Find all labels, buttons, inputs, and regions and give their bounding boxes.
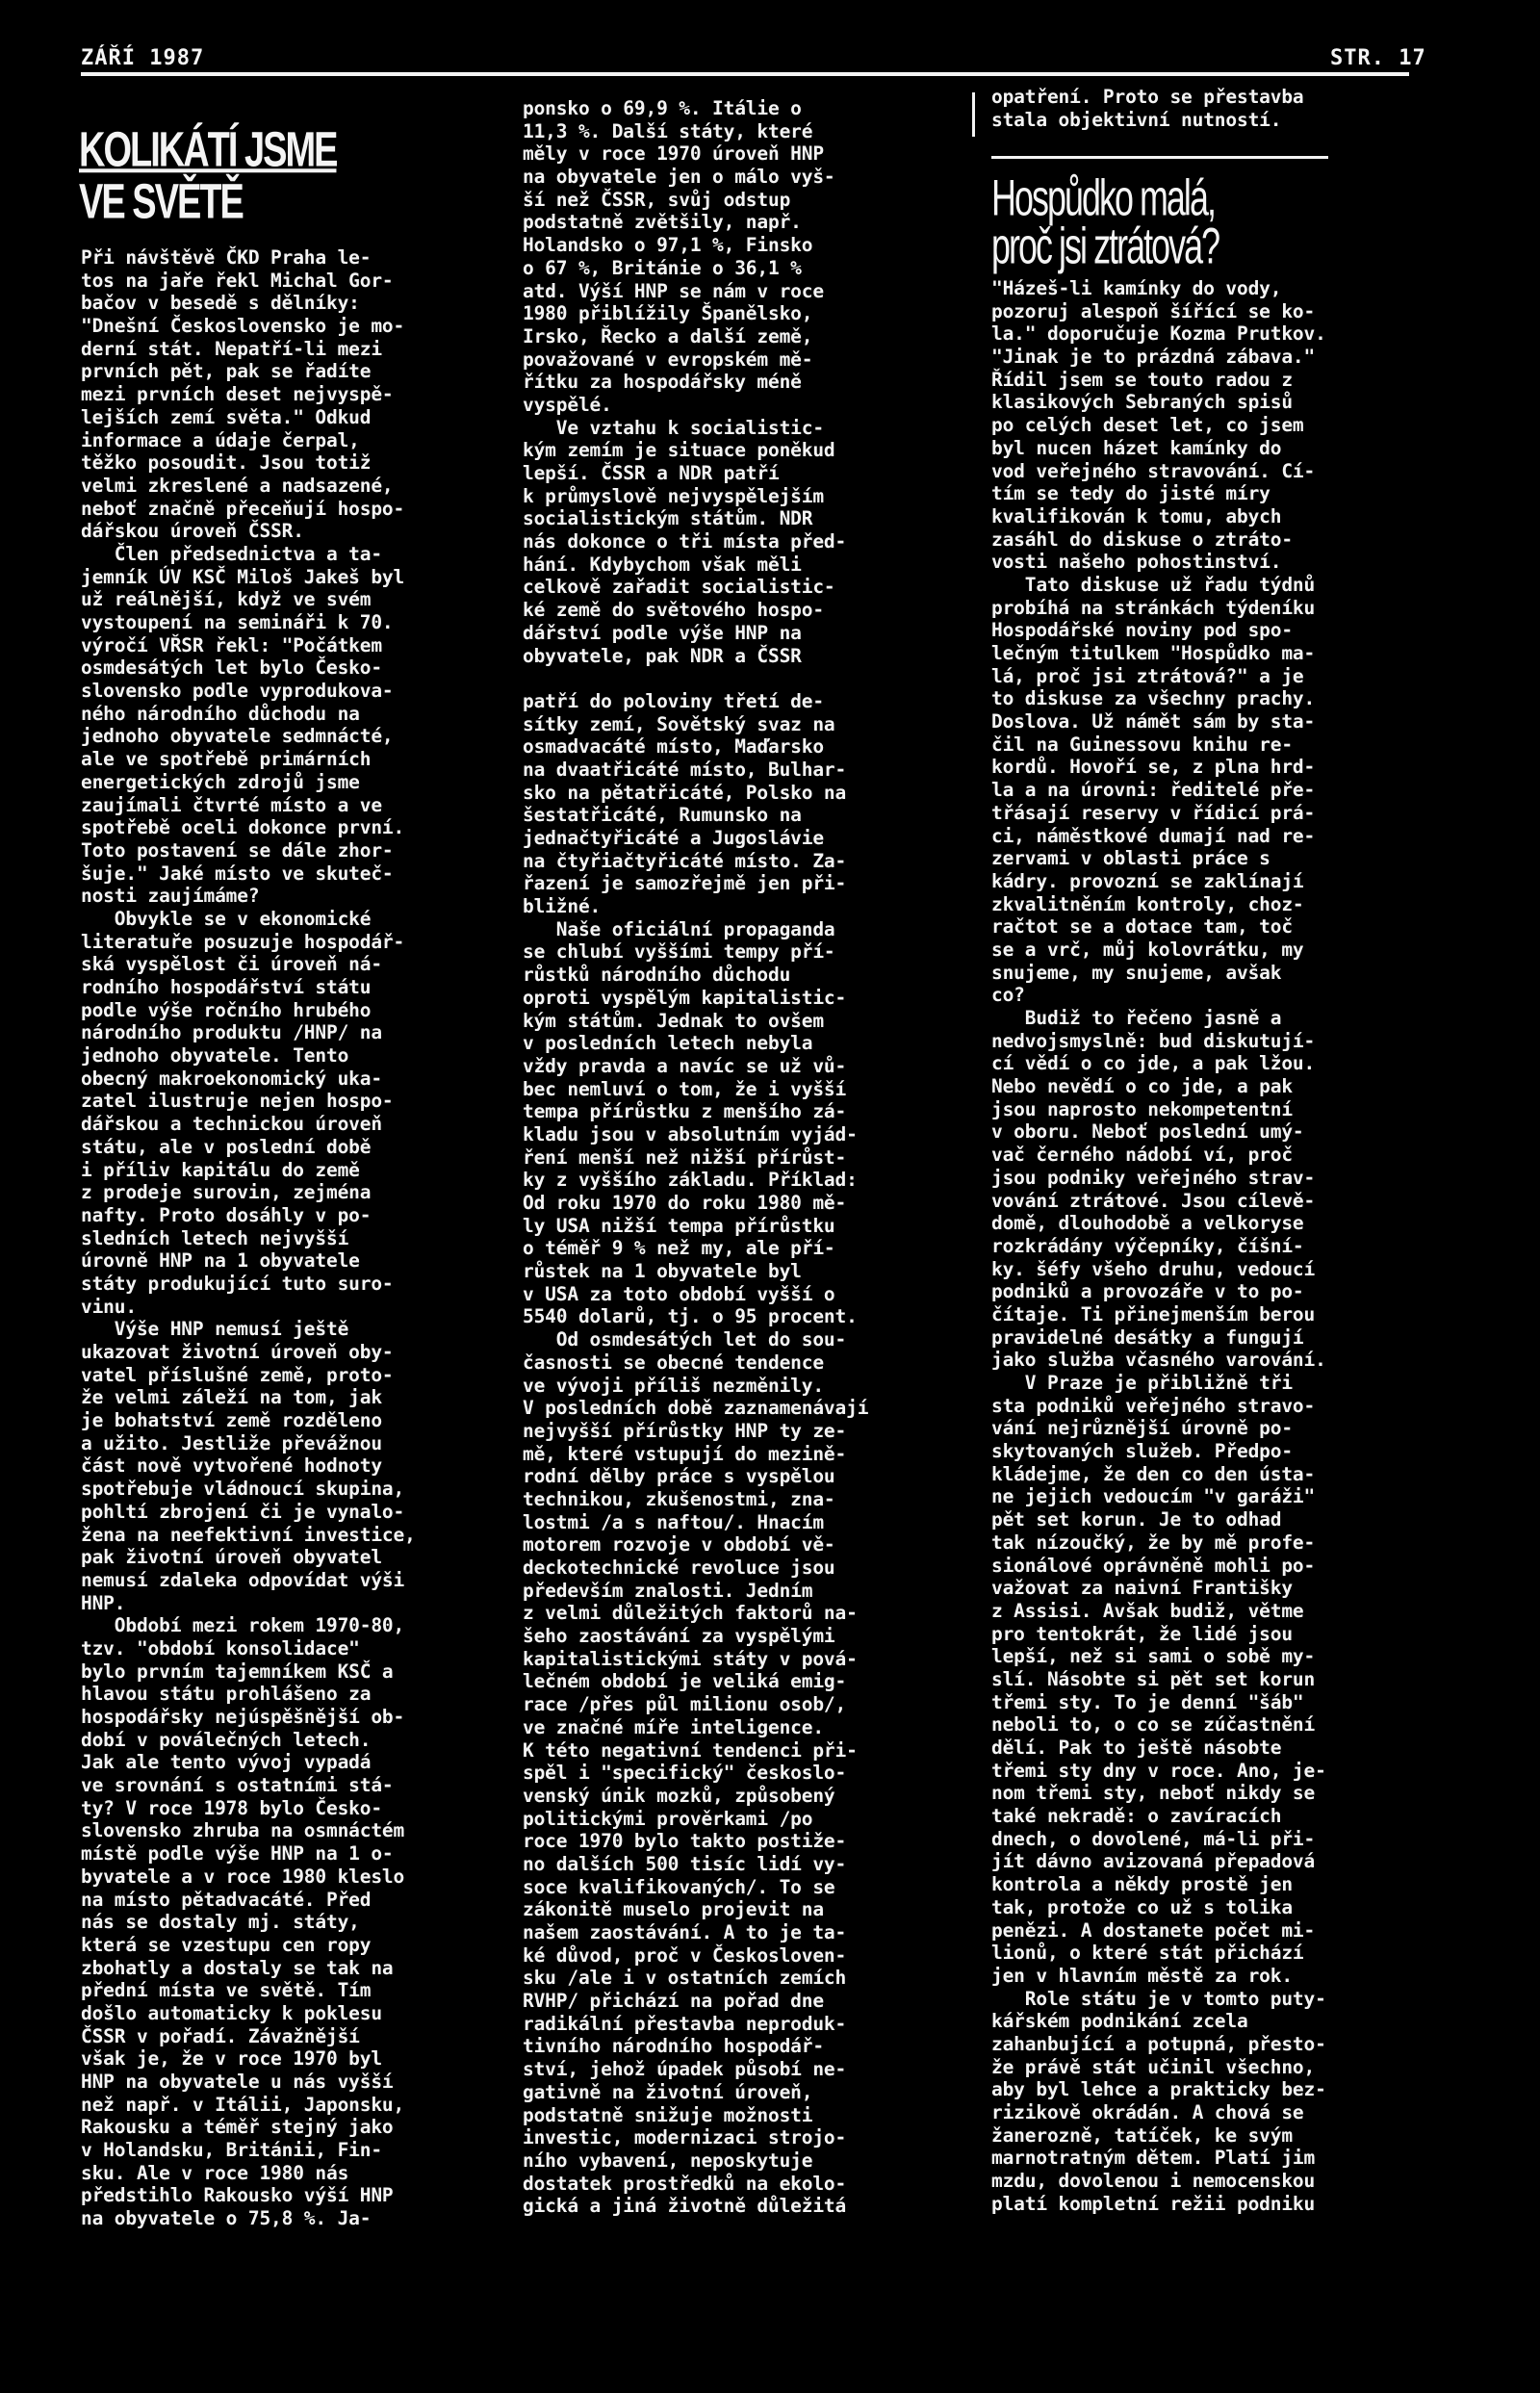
text-line: Tato diskuse už řadu týdnů <box>991 573 1316 596</box>
text-line: probíhá na stránkách týdeníku <box>991 596 1316 619</box>
text-line: račtot se a dotace tam, toč <box>991 915 1293 939</box>
text-line: jsou naprosto nekompetentní <box>991 1097 1293 1120</box>
text-line: HNP. <box>81 1591 126 1614</box>
text-line: dělí. Pak to ještě násobte <box>991 1737 1282 1759</box>
text-line: ly USA nižší tempa přírůstku <box>523 1214 835 1237</box>
text-line: také nekradě: o zavíracích <box>991 1805 1282 1828</box>
text-line: v USA za toto období vyšší o <box>523 1282 835 1305</box>
text-line: růstek na 1 obyvatele byl <box>523 1260 802 1283</box>
text-line: jednoho obyvatele. Tento <box>81 1044 349 1068</box>
text-line: se a vrč, můj kolovrátku, my <box>991 938 1304 961</box>
text-line: tivního národního hospodář- <box>523 2035 824 2058</box>
text-line: úrovně HNP na 1 obyvatele <box>81 1249 360 1273</box>
text-line: šuje." Jaké místo ve skuteč- <box>81 862 394 885</box>
text-line: to diskuse za všechny prachy. <box>991 687 1316 710</box>
text-line: nedvojsmyslně: bud diskutují- <box>991 1029 1316 1052</box>
text-line: zervami v oblasti práce s <box>991 847 1270 870</box>
section-rule <box>991 156 1328 159</box>
text-line: la a na úrovni: ředitelé pře- <box>991 779 1316 802</box>
text-line: neboť značně přeceňují hospo- <box>81 497 405 520</box>
text-line: Od roku 1970 do roku 1980 mě- <box>523 1192 847 1214</box>
text-line: tak, protože co už s tolika <box>991 1895 1293 1918</box>
text-line: lečném období je veliká emig- <box>523 1670 847 1693</box>
text-line: jen v hlavním městě za rok. <box>991 1964 1293 1987</box>
text-line: "Jinak je to prázdná zábava." <box>991 346 1316 369</box>
text-line: prvních pět, pak se řadíte <box>81 360 372 383</box>
text-line: která se vzestupu cen ropy <box>81 1933 372 1956</box>
text-line: pohltí zbrojení či je vynalo- <box>81 1500 405 1523</box>
text-line: domě, dlouhodobě a velkoryse <box>991 1212 1304 1235</box>
text-line: nás se dostaly mj. státy, <box>81 1911 360 1934</box>
text-line: lostmi /a s naftou/. Hnacím <box>523 1510 824 1533</box>
text-line: bačov v besedě s dělníky: <box>81 292 360 315</box>
text-line: K této negativní tendenci při- <box>523 1738 858 1762</box>
text-line: na obyvatele jen o málo vyš- <box>523 166 835 189</box>
text-line: v Holandsku, Británii, Fin- <box>81 2139 382 2162</box>
text-line: skytovaných služeb. Předpo- <box>991 1440 1293 1463</box>
text-line: jemník ÚV KSČ Miloš Jakeš byl <box>81 565 405 588</box>
text-line: lepší. ČSSR a NDR patří <box>523 462 780 484</box>
text-line: deckotechnické revoluce jsou <box>523 1557 835 1579</box>
text-line: nejvyšší přírůstky HNP ty ze- <box>523 1419 847 1442</box>
text-line: sko na pětatřicáté, Polsko na <box>523 781 847 804</box>
text-line: kádry. provozní se zaklínají <box>991 869 1304 892</box>
text-line: osmadvacáté místo, Maďarsko <box>523 735 824 759</box>
text-line: podle výše ročního hrubého <box>81 998 372 1021</box>
text-line: kvalifikován k tomu, abych <box>991 504 1282 527</box>
text-line: la." doporučuje Kozma Prutkov. <box>991 322 1326 346</box>
text-line: Toto postavení se dále zhor- <box>81 838 394 862</box>
text-line: růstků národního důchodu <box>523 964 791 987</box>
text-line: gická a jiná životně důležitá <box>523 2195 847 2218</box>
text-line: snujeme, my snujeme, avšak <box>991 961 1282 984</box>
article-column-1 <box>81 246 416 2230</box>
text-line: kým zemím je situace poněkud <box>523 439 835 462</box>
text-line: rodní dělby práce s vyspělou <box>523 1465 835 1488</box>
text-line: čil na Guinessovu knihu re- <box>991 733 1293 756</box>
text-line: slí. Násobte si pět set korun <box>991 1667 1316 1690</box>
text-line: žena na neefektivní investice, <box>81 1523 416 1546</box>
text-line: ty? V roce 1978 bylo Česko- <box>81 1796 382 1819</box>
text-line: pravidelné desátky a fungují <box>991 1325 1304 1349</box>
text-line: sta podniků veřejného stravo- <box>991 1394 1316 1417</box>
text-line: Irsko, Řecko a další země, <box>523 324 813 347</box>
text-line: vosti našeho pohostinství. <box>991 551 1282 574</box>
text-line: Obvykle se v ekonomické <box>81 907 372 930</box>
text-line: ci, náměstkové dumají nad re- <box>991 824 1316 847</box>
text-line: pak životní úroveň obyvatel <box>81 1546 382 1569</box>
text-line: především znalosti. Jedním <box>523 1579 813 1602</box>
text-line: obecný makroekonomický uka- <box>81 1067 382 1090</box>
text-line: řítku za hospodářsky méně <box>523 371 802 394</box>
text-line: pozoruj alespoň šířící se ko- <box>991 299 1316 322</box>
text-line: V Praze je přibližně tři <box>991 1372 1293 1394</box>
text-line: venský únik mozků, způsobený <box>523 1784 835 1807</box>
text-line: politickými prověrkami /po <box>523 1807 813 1830</box>
text-line: važovat za naivní Františky <box>991 1577 1293 1600</box>
text-line: jednoho obyvatele sedmnácté, <box>81 725 394 748</box>
text-line: Jak ale tento vývoj vypadá <box>81 1751 372 1774</box>
text-line: rozkrádány výčepníky, číšní- <box>991 1234 1304 1257</box>
text-line: o 67 %, Británie o 36,1 % <box>523 256 802 279</box>
text-line: dostatek prostředků na ekolo- <box>523 2172 847 2195</box>
text-line: Řídil jsem se touto radou z <box>991 368 1293 391</box>
text-line: 1980 přiblížily Španělsko, <box>523 302 813 325</box>
text-line: místě podle výše HNP na 1 o- <box>81 1842 394 1866</box>
text-line: no dalších 500 tisíc lidí vy- <box>523 1852 847 1875</box>
text-line: časnosti se obecné tendence <box>523 1351 824 1374</box>
article-title-line1: KOLIKÁTÍ JSME <box>79 123 337 178</box>
text-line: Budiž to řečeno jasně a <box>991 1007 1282 1029</box>
text-line: hání. Kdybychom však měli <box>523 553 802 576</box>
text-line: velmi zkreslené a nadsazené, <box>81 474 394 497</box>
text-line: ská vyspělost či úroveň ná- <box>81 953 382 976</box>
text-line: třemi sty. To je denní "šáb" <box>991 1690 1304 1713</box>
text-line: slovensko podle vyprodukova- <box>81 680 394 703</box>
text-line: kým státům. Jednak to ovšem <box>523 1009 824 1032</box>
text-line: tak nízoučký, že by mě profe- <box>991 1531 1316 1554</box>
text-line: Naše oficiální propaganda <box>523 917 835 940</box>
text-line: zákonitě muselo projevit na <box>523 1898 824 1921</box>
text-line: těžko posoudit. Jsou totiž <box>81 451 372 475</box>
text-line: státu, ale v poslední době <box>81 1135 372 1158</box>
text-line: ukazovat životní úroveň oby- <box>81 1341 394 1363</box>
article-column-3 <box>991 277 1326 2215</box>
text-line: marnotratným dětem. Platí jim <box>991 2147 1316 2170</box>
text-line: nafty. Proto dosáhly v po- <box>81 1203 372 1226</box>
text-line: celkově zařadit socialistic- <box>523 576 835 599</box>
text-line: považované v evropském mě- <box>523 347 813 371</box>
text-line: slovensko zhruba na osmnáctém <box>81 1819 405 1842</box>
text-line: o téměř 9 % než my, ale pří- <box>523 1237 835 1260</box>
text-line: "Dnešní Československo je mo- <box>81 315 405 338</box>
text-line: je bohatství země rozděleno <box>81 1409 382 1432</box>
text-line: tzv. "období konsolidace" <box>81 1636 360 1660</box>
text-line <box>523 667 868 690</box>
text-line: penězi. A dostanete počet mi- <box>991 1918 1316 1942</box>
text-line: pro tentokrát, že lidé jsou <box>991 1622 1293 1645</box>
text-line: kordů. Hovoří se, z plna hrd- <box>991 756 1316 779</box>
text-line: ké důvod, proč v Českosloven- <box>523 1943 847 1967</box>
text-line: Role státu je v tomto puty- <box>991 1987 1326 2010</box>
text-line: osmdesátých let bylo Česko- <box>81 656 382 680</box>
text-line: vod veřejného stravování. Cí- <box>991 459 1316 482</box>
text-line: ČSSR v pořadí. Závažnější <box>81 2024 360 2047</box>
text-line: rizikově okrádán. A chová se <box>991 2101 1304 2123</box>
text-line: dnech, o dovolené, má-li při- <box>991 1827 1316 1850</box>
text-line: šeho zaostávání za vyspělými <box>523 1625 835 1648</box>
text-line: bylo prvním tajemníkem KSČ a <box>81 1660 394 1683</box>
text-line: podstatně snižuje možnosti <box>523 2103 813 2126</box>
text-line: nom třemi sty, neboť nikdy se <box>991 1782 1316 1805</box>
text-line: ké země do světového hospo- <box>523 599 824 622</box>
page-number: STR. 17 <box>1330 46 1426 70</box>
text-line: platí kompletní režii podniku <box>991 2192 1316 2215</box>
text-line: derní stát. Nepatří-li mezi <box>81 337 382 360</box>
column-divider <box>972 92 975 137</box>
text-line: ního vybavení, neposkytuje <box>523 2149 813 2172</box>
text-line: jako služba včasného varování. <box>991 1349 1326 1372</box>
text-line: zasáhl do diskuse o ztráto- <box>991 527 1293 551</box>
text-line: RVHP/ přichází na pořad dne <box>523 1990 824 2013</box>
text-line: z velmi důležitých faktorů na- <box>523 1602 858 1625</box>
text-line: ve značné míře inteligence. <box>523 1715 824 1738</box>
text-line: sku /ale i v ostatních zemích <box>523 1967 847 1990</box>
text-line: našem zaostávání. A to je ta- <box>523 1921 847 1943</box>
text-line: cí vědí o co jde, a pak lžou. <box>991 1052 1316 1075</box>
text-line: roce 1970 bylo takto postiže- <box>523 1830 847 1853</box>
text-line: patří do poloviny třetí de- <box>523 689 824 712</box>
text-line: Při návštěvě ČKD Praha le- <box>81 246 372 269</box>
text-line: vač černého nádobí ví, proč <box>991 1144 1293 1167</box>
text-line: HNP na obyvatele u nás vyšší <box>81 2071 394 2093</box>
text-line: kladu jsou v absolutním vyjád- <box>523 1122 858 1145</box>
text-line: bližné. <box>523 895 602 918</box>
text-line: 11,3 %. Další státy, které <box>523 119 813 142</box>
text-line: šestatřicáté, Rumunsko na <box>523 804 802 827</box>
text-line: kářském podnikání zcela <box>991 2010 1248 2033</box>
text-line: než např. v Itálii, Japonsku, <box>81 2093 405 2116</box>
text-line: mě, které vstupují do mezině- <box>523 1442 847 1465</box>
text-line: aby byl lehce a prakticky bez- <box>991 2078 1326 2101</box>
text-line: Hospodářské noviny pod spo- <box>991 619 1293 642</box>
text-line: ponsko o 69,9 %. Itálie o <box>523 97 802 119</box>
text-line: spotřebě oceli dokonce první. <box>81 816 405 839</box>
text-line: sledních letech nejvyšší <box>81 1226 349 1249</box>
text-line: jít dávno avizovaná přepadová <box>991 1850 1316 1873</box>
article2-title-line2: proč jsi ztrátová? <box>991 217 1219 274</box>
text-line: socialistickým státům. NDR <box>523 507 813 530</box>
text-line: energetických zdrojů jsme <box>81 770 360 793</box>
text-line: zbohatly a dostaly se tak na <box>81 1956 394 1979</box>
text-line: vždy pravda a navíc se už vů- <box>523 1054 847 1077</box>
text-line: na obyvatele o 75,8 %. Ja- <box>81 2207 372 2230</box>
text-line: ve vývoji příliš nezměnily. <box>523 1374 824 1397</box>
text-line: podstatně zvětšily, např. <box>523 211 802 234</box>
text-line: měly v roce 1970 úroveň HNP <box>523 142 824 166</box>
article-column-2 <box>523 97 868 2218</box>
text-line: radikální přestavba neproduk- <box>523 2012 847 2035</box>
text-line: sionálové oprávněně mohli po- <box>991 1554 1316 1577</box>
text-line: tempa přírůstku z menšího zá- <box>523 1100 847 1123</box>
article-column-3-continuation <box>991 86 1304 131</box>
text-line: spěl i "specifický" českoslo- <box>523 1762 847 1785</box>
text-line: ale ve spotřebě primárních <box>81 748 372 771</box>
text-line: lionů, o které stát přichází <box>991 1942 1304 1965</box>
text-line: oproti vyspělým kapitalistic- <box>523 986 847 1009</box>
text-line: race /přes půl milionu osob/, <box>523 1693 847 1716</box>
text-line: nosti zaujímáme? <box>81 885 260 908</box>
text-line: kontrola a někdy prostě jen <box>991 1873 1293 1896</box>
text-line: ství, jehož úpadek působí ne- <box>523 2058 847 2081</box>
text-line: technikou, zkušenostmi, zna- <box>523 1487 835 1510</box>
text-line: ky. šéfy všeho druhu, vedoucí <box>991 1257 1316 1280</box>
text-line: Rakousku a téměř stejný jako <box>81 2116 394 2139</box>
text-line: pět set korun. Je to odhad <box>991 1508 1282 1531</box>
text-line: se chlubí vyššími tempy pří- <box>523 940 835 964</box>
text-line: ve srovnání s ostatními stá- <box>81 1774 394 1797</box>
text-line: zaujímali čtvrté místo a ve <box>81 793 382 816</box>
text-line: na dvaatřicáté místo, Bulhar- <box>523 758 847 781</box>
text-line: obyvatele, pak NDR a ČSSR <box>523 644 802 667</box>
text-line: zkvalitněním kontroly, choz- <box>991 892 1304 915</box>
text-line: dářskou a technickou úroveň <box>81 1113 382 1136</box>
text-line: vání nejrůznější úrovně po- <box>991 1417 1293 1440</box>
text-line: nemusí zdaleka odpovídat výši <box>81 1568 405 1591</box>
text-line: spotřebuje vládnoucí skupina, <box>81 1478 405 1501</box>
text-line: Doslova. Už námět sám by sta- <box>991 710 1316 733</box>
text-line: třásají reservy v řídicí prá- <box>991 801 1316 824</box>
text-line: kapitalistickými státy v pová- <box>523 1647 858 1670</box>
text-line: předstihlo Rakousko výší HNP <box>81 2184 394 2207</box>
text-line: byvatele a v roce 1980 kleslo <box>81 1865 405 1888</box>
text-line: V posledních době zaznamenávají <box>523 1397 869 1420</box>
text-line: lejších zemí světa." Odkud <box>81 405 372 428</box>
text-line: dářství podle výše HNP na <box>523 621 802 644</box>
text-line: jsou podniky veřejného strav- <box>991 1166 1316 1189</box>
text-line: 5540 dolarů, tj. o 95 procent. <box>523 1305 858 1328</box>
text-line: Období mezi rokem 1970-80, <box>81 1614 405 1637</box>
text-line: sku. Ale v roce 1980 nás <box>81 2161 349 2184</box>
text-line: motorem rozvoje v období vě- <box>523 1533 835 1557</box>
text-line: hlavou státu prohlášeno za <box>81 1683 372 1706</box>
text-line: vatel příslušné země, proto- <box>81 1363 394 1386</box>
text-line: vyspělé. <box>523 393 612 416</box>
text-line: zahanbující a potupná, přesto- <box>991 2032 1326 2055</box>
text-line: Výše HNP nemusí ještě <box>81 1318 349 1341</box>
text-line: kládejme, že den co den ústa- <box>991 1462 1316 1485</box>
text-line: ne jejich vedoucím "v garáži" <box>991 1485 1316 1508</box>
text-line: na čtyřiačtyřicáté místo. Za- <box>523 849 847 872</box>
text-line: informace a údaje čerpal, <box>81 428 360 451</box>
article2-title-line1: Hospůdko malá, <box>991 168 1215 226</box>
text-line: podniků a provozáře v to po- <box>991 1280 1304 1303</box>
text-line: část nově vytvořené hodnoty <box>81 1454 382 1478</box>
text-line: došlo automaticky k poklesu <box>81 2001 382 2024</box>
text-line: jednačtyřicáté a Jugoslávie <box>523 827 824 849</box>
text-line: dářskou úroveň ČSSR. <box>81 520 304 543</box>
text-line: třemi sty dny v roce. Ano, je- <box>991 1759 1326 1782</box>
text-line: vování ztrátové. Jsou cílevě- <box>991 1189 1316 1212</box>
text-line: národního produktu /HNP/ na <box>81 1021 382 1044</box>
text-line: z prodeje surovin, zejména <box>81 1181 372 1204</box>
text-line: rodního hospodářství státu <box>81 976 372 998</box>
text-line: sítky zemí, Sovětský svaz na <box>523 712 835 735</box>
text-line: přední místa ve světě. Tím <box>81 1979 372 2002</box>
text-line: byl nucen házet kamínky do <box>991 436 1282 459</box>
text-line: stala objektivní nutností. <box>991 108 1282 131</box>
text-line: i příliv kapitálu do země <box>81 1158 360 1181</box>
text-line: ření menší než nižší přírůst- <box>523 1145 847 1169</box>
text-line: tos na jaře řekl Michal Gor- <box>81 269 394 292</box>
header-rule <box>81 72 1409 76</box>
text-line: už reálnější, když ve svém <box>81 588 372 611</box>
text-line: vystoupení na semináři k 70. <box>81 611 394 633</box>
text-line: zatel ilustruje nejen hospo- <box>81 1090 394 1113</box>
text-line: nás dokonce o tři místa před- <box>523 530 847 553</box>
text-line: lá, proč jsi ztrátová?" a je <box>991 664 1304 687</box>
text-line: tím se tedy do jisté míry <box>991 482 1270 505</box>
text-line: Holandsko o 97,1 %, Finsko <box>523 234 813 257</box>
text-line: literatuře posuzuje hospodář- <box>81 930 405 953</box>
text-line: a užito. Jestliže převážnou <box>81 1431 382 1454</box>
text-line: státy produkující tuto suro- <box>81 1272 394 1295</box>
text-line: však je, že v roce 1970 byl <box>81 2047 382 2071</box>
text-line: vinu. <box>81 1295 137 1318</box>
text-line: lečným titulkem "Hospůdko ma- <box>991 642 1316 664</box>
text-line: Od osmdesátých let do sou- <box>523 1328 847 1351</box>
text-line: k průmyslově nejvyspělejším <box>523 484 824 507</box>
text-line: opatření. Proto se přestavba <box>991 86 1304 108</box>
text-line: bec nemluví o tom, že i vyšší <box>523 1077 847 1100</box>
text-line: v posledních letech nebyla <box>523 1032 813 1055</box>
text-line: ky z vyššího základu. Příklad: <box>523 1169 858 1192</box>
text-line: na místo pětadvacáté. Před <box>81 1888 372 1911</box>
text-line: že velmi záleží na tom, jak <box>81 1386 382 1409</box>
text-line: žanerozně, tatíček, ke svým <box>991 2123 1293 2147</box>
text-line: klasikových Sebraných spisů <box>991 391 1293 414</box>
text-line: v oboru. Neboť poslední umý- <box>991 1120 1304 1144</box>
text-line: z Assisi. Avšak budiž, větme <box>991 1599 1304 1622</box>
text-line: lepší, než si sami o sobě my- <box>991 1645 1316 1668</box>
text-line: Nebo nevědí o co jde, a pak <box>991 1075 1293 1098</box>
text-line: ného národního důchodu na <box>81 702 360 725</box>
text-line: "Házeš-li kamínky do vody, <box>991 277 1282 299</box>
text-line: ší než ČSSR, svůj odstup <box>523 188 791 211</box>
text-line: mzdu, dovolenou i nemocenskou <box>991 2170 1316 2193</box>
text-line: soce kvalifikovaných/. To se <box>523 1875 835 1898</box>
page-date: ZÁŘÍ 1987 <box>81 46 205 70</box>
text-line: po celých deset let, co jsem <box>991 414 1304 437</box>
text-line: neboli to, o co se zúčastnění <box>991 1713 1316 1737</box>
text-line: Člen předsednictva a ta- <box>81 542 382 565</box>
text-line: čítaje. Ti přinejmenším berou <box>991 1302 1316 1325</box>
text-line: co? <box>991 984 1025 1007</box>
text-line: Ve vztahu k socialistic- <box>523 416 824 439</box>
text-line: investic, modernizaci strojo- <box>523 2126 847 2149</box>
text-line: hospodářsky nejúspěšnější ob- <box>81 1706 405 1728</box>
text-line: gativně na životní úroveň, <box>523 2080 813 2103</box>
text-line: atd. Výší HNP se nám v roce <box>523 279 824 302</box>
text-line: dobí v poválečných letech. <box>81 1728 372 1751</box>
text-line: řazení je samozřejmě jen při- <box>523 872 847 895</box>
text-line: že právě stát učinil všechno, <box>991 2055 1316 2078</box>
text-line: výročí VŘSR řekl: "Počátkem <box>81 633 382 656</box>
article-title-line2: VE SVĚTĚ <box>79 175 243 230</box>
text-line: mezi prvních deset nejvyspě- <box>81 383 394 406</box>
